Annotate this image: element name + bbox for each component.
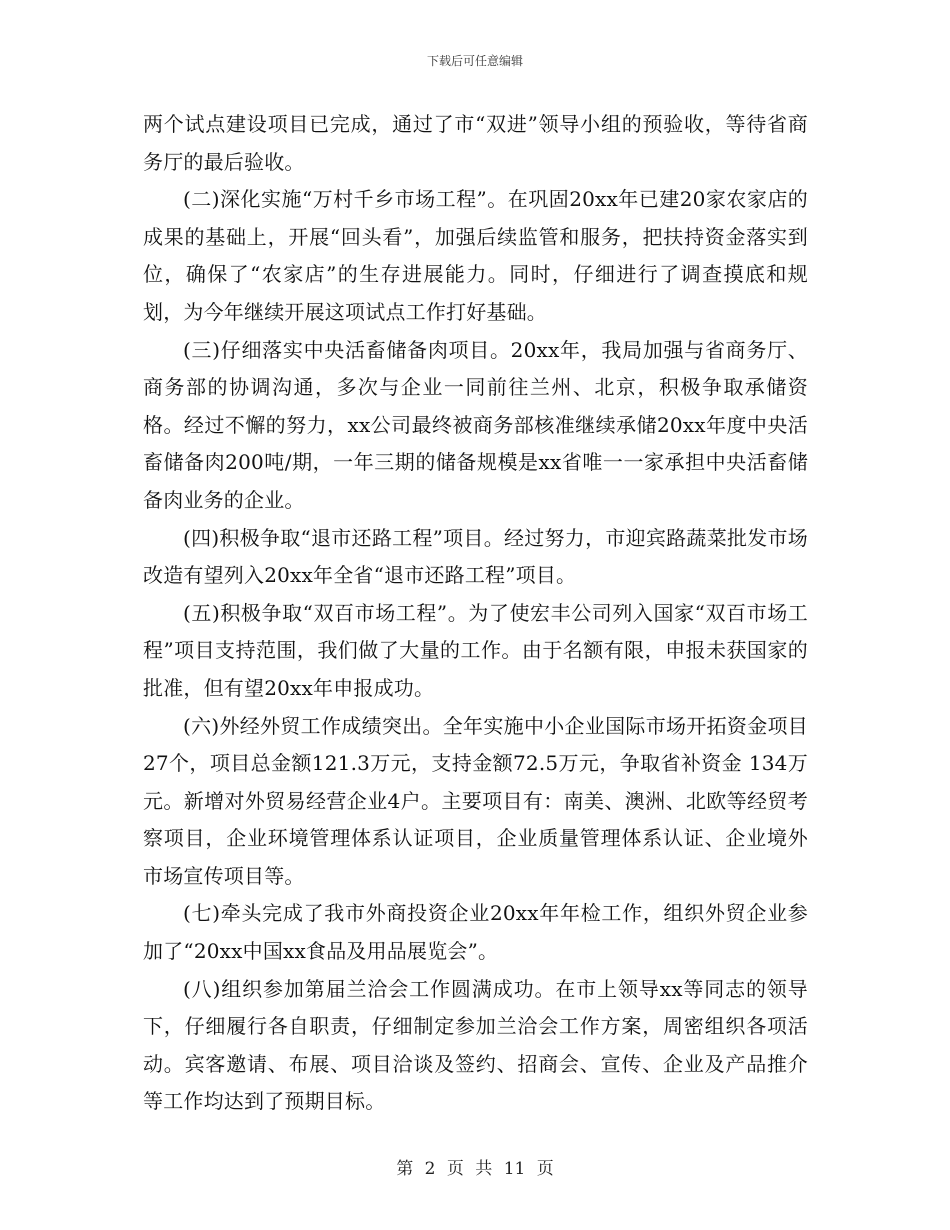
paragraph-section-8: (八)组织参加第届兰洽会工作圆满成功。在市上领导xx等同志的领导下，仔细履行各自职责，仔细制定参加兰洽会工作方案，周密组织各项活动。宾客邀请、布展、项目洽谈及签约、招商会、宣传、企业及产品推介等工作均达到了预期目标。 [143, 976, 808, 1114]
paragraph-section-2: (二)深化实施“万村千乡市场工程”。在巩固20xx年已建20家农家店的成果的基础上，开展“回头看”，加强后续监管和服务，把扶持资金落实到位，确保了“农家店”的生存进展能力。同时，仔细进行了调查摸底和规划，为今年继续开展这项试点工作打好基础。 [143, 187, 808, 324]
document-body [143, 106, 808, 1121]
paragraph-section-4: (四)积极争取“退市还路工程”项目。经过努力，市迎宾路蔬菜批发市场改造有望列入20xx年全省“退市还路工程”项目。 [143, 525, 808, 588]
paragraph-section-6: (六)外经外贸工作成绩突出。全年实施中小企业国际市场开拓资金项目27个，项目总金额121.3万元，支持金额72.5万元，争取省补资金 134万元。新增对外贸易经营企业4户。主要项目有：南美、澳洲、北欧等经贸考察项目，企业环境管理体系认证项目，企业质量管理体系认证、企业境外市场宣传项目等。 [143, 713, 808, 888]
paragraph-section-3: (三)仔细落实中央活畜储备肉项目。20xx年，我局加强与省商务厅、商务部的协调沟通，多次与企业一同前往兰州、北京，积极争取承储资格。经过不懈的努力，xx公司最终被商务部核准继续承储20xx年度中央活畜储备肉200吨/期，一年三期的储备规模是xx省唯一一家承担中央活畜储备肉业务的企业。 [143, 337, 808, 512]
page-header: 下载后可任意编辑 [426, 54, 523, 68]
paragraph-continuation: 两个试点建设项目已完成，通过了市“双进”领导小组的预验收，等待省商务厅的最后验收。 [143, 112, 808, 174]
paragraph-section-5: (五)积极争取“双百市场工程”。为了使宏丰公司列入国家“双百市场工程”项目支持范围，我们做了大量的工作。由于名额有限，申报未获国家的批准，但有望20xx年申报成功。 [143, 600, 808, 700]
paragraph-section-7: (七)牵头完成了我市外商投资企业20xx年年检工作，组织外贸企业参加了“20xx中国xx食品及用品展览会”。 [143, 901, 808, 964]
page-number: 第 2 页 共 11 页 [396, 1159, 554, 1179]
